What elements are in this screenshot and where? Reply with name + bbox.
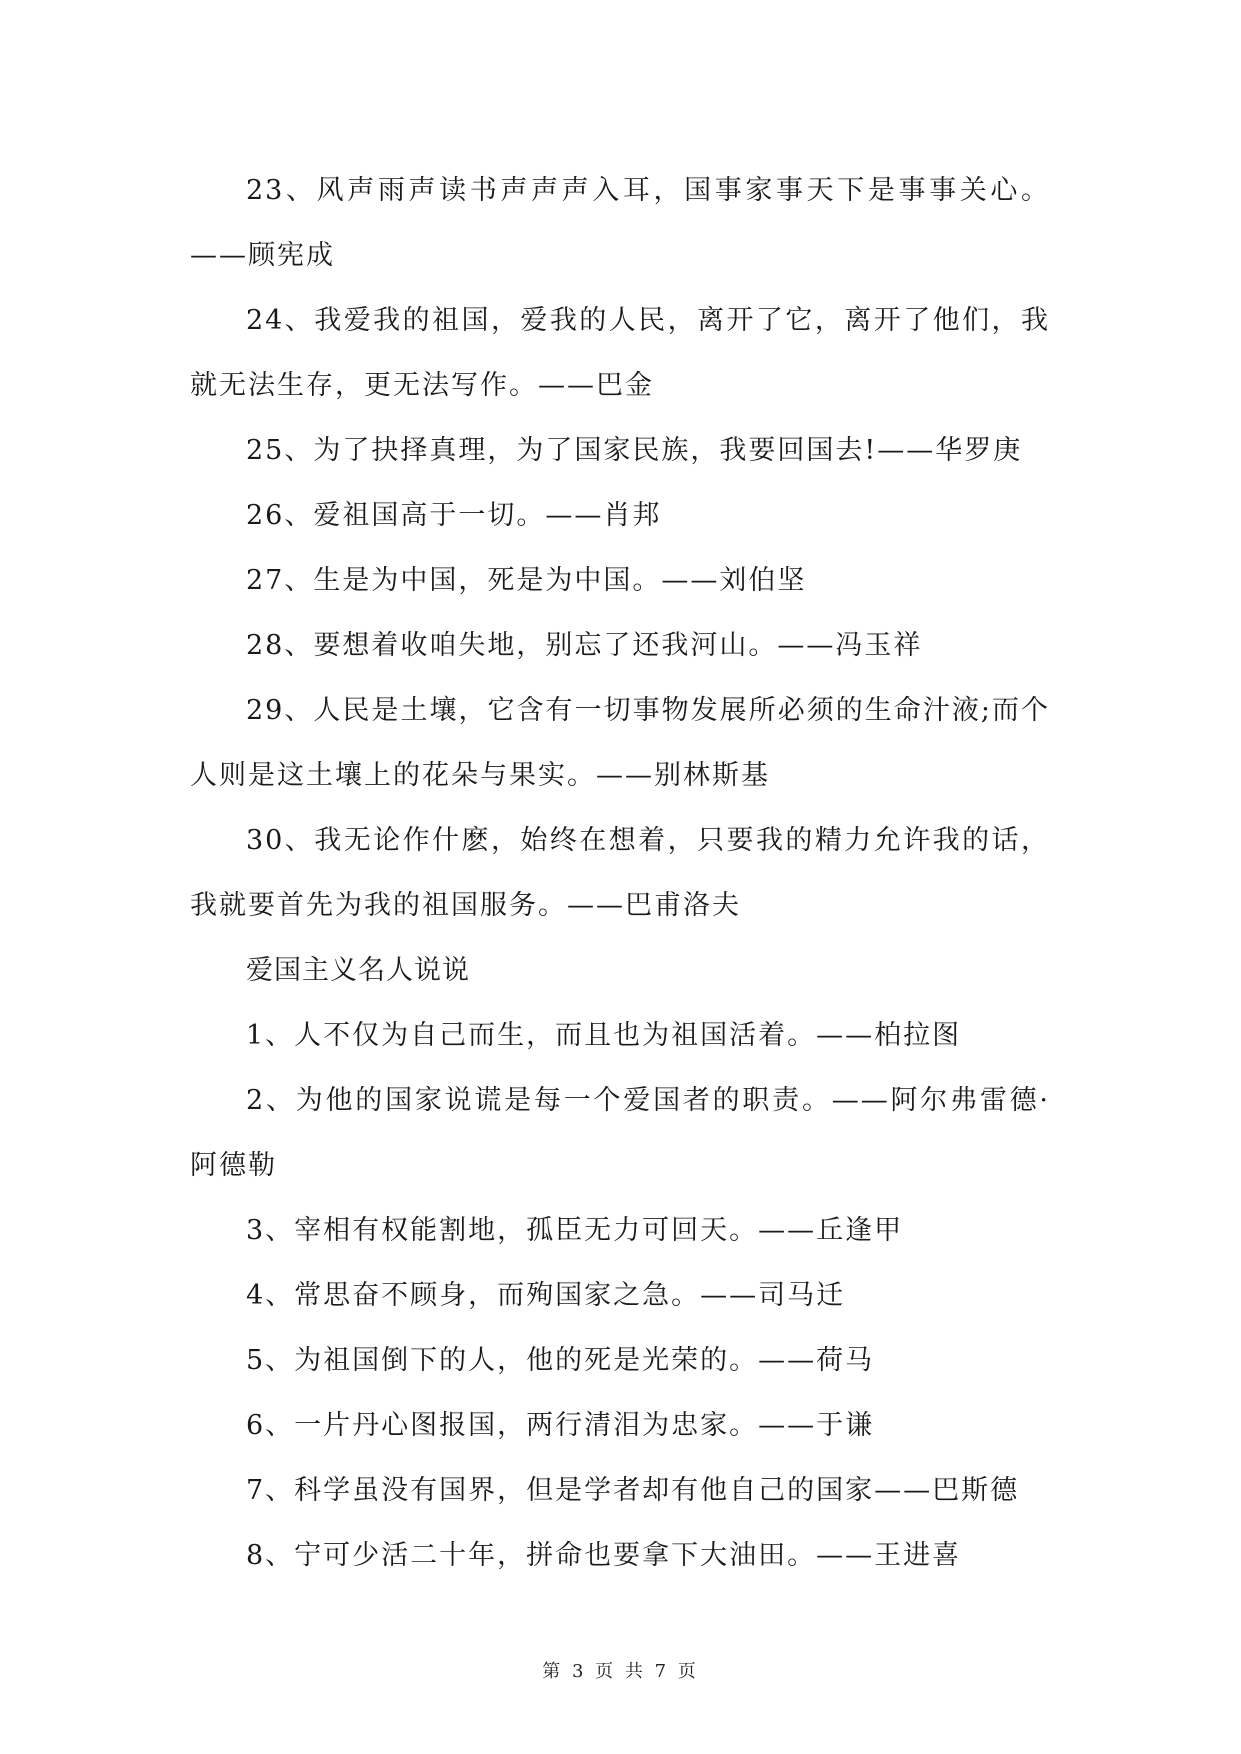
section-quote-7: 7、科学虽没有国界，但是学者却有他自己的国家——巴斯德: [246, 1475, 1020, 1506]
section-quote-3: 3、宰相有权能割地，孤臣无力可回天。——丘逢甲: [246, 1215, 904, 1246]
section-title: 爱国主义名人说说: [246, 955, 470, 986]
quote-25: 25、为了抉择真理，为了国家民族，我要回国去!——华罗庚: [246, 435, 1023, 466]
quote-26: 26、爱祖国高于一切。——肖邦: [246, 500, 662, 531]
quote-23: 23、风声雨声读书声声声入耳，国事家事天下是事事关心。——顾宪成: [190, 175, 1050, 271]
quote-30: 30、我无论作什麽，始终在想着，只要我的精力允许我的话，我就要首先为我的祖国服务。——巴甫洛夫: [190, 825, 1050, 921]
quote-24: 24、我爱我的祖国，爱我的人民，离开了它，离开了他们，我就无法生存，更无法写作。——巴金: [190, 305, 1050, 401]
section-quote-4: 4、常思奋不顾身，而殉国家之急。——司马迁: [246, 1280, 846, 1311]
quote-28: 28、要想着收咱失地，别忘了还我河山。——冯玉祥: [246, 630, 923, 661]
section-quote-8: 8、宁可少活二十年，拼命也要拿下大油田。——王进喜: [246, 1540, 962, 1571]
quote-27: 27、生是为中国，死是为中国。——刘伯坚: [246, 565, 807, 596]
section-quote-2: 2、为他的国家说谎是每一个爱国者的职责。——阿尔弗雷德·阿德勒: [190, 1085, 1050, 1181]
section-quote-1: 1、人不仅为自己而生，而且也为祖国活着。——柏拉图: [246, 1020, 962, 1051]
section-quote-6: 6、一片丹心图报国，两行清泪为忠家。——于谦: [246, 1410, 875, 1441]
document-body: [190, 158, 1050, 1588]
page-number-footer: 第 3 页 共 7 页: [542, 1661, 699, 1682]
section-quote-5: 5、为祖国倒下的人，他的死是光荣的。——荷马: [246, 1345, 875, 1376]
quote-29: 29、人民是土壤，它含有一切事物发展所必须的生命汁液;而个人则是这土壤上的花朵与果实。——别林斯基: [190, 695, 1050, 791]
